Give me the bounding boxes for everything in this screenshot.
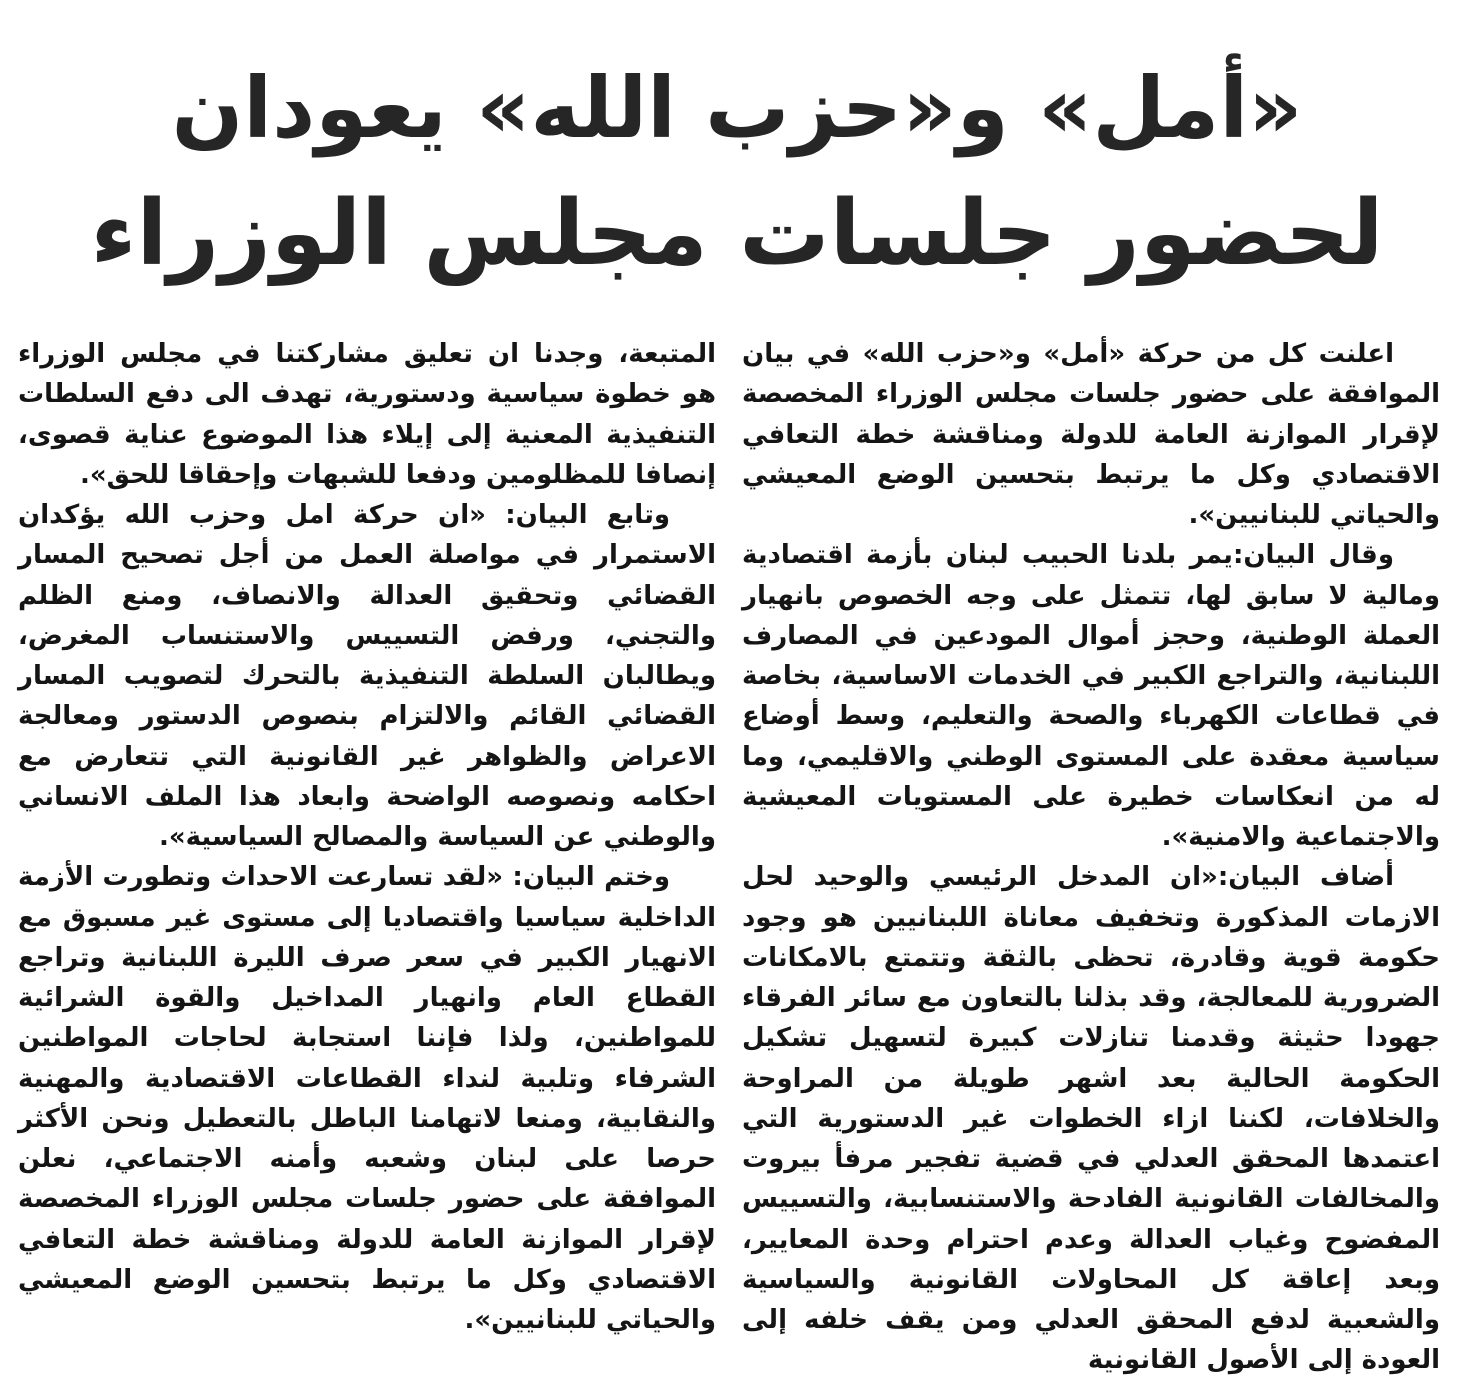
- article-column-right: [742, 334, 1440, 1381]
- headline-line-2: لحضور جلسات مجلس الوزراء: [90, 181, 1384, 286]
- headline-line-1: «أمل» و«حزب الله» يعودان: [171, 59, 1303, 157]
- paragraph-continuation: المتبعة، وجدنا ان تعليق مشاركتنا في مجلس الوزراء هو خطوة سياسية ودستورية، تهدف الى دفع السلطات التنفيذية المعنية إلى إيلاء هذا الموضوع عناية قصوى، إنصافا للمظلومين ودفعا للشبهات وإحقاقا للحق».: [18, 339, 716, 490]
- paragraph-followed: وتابع البيان: «ان حركة امل وحزب الله يؤكدان الاستمرار في مواصلة العمل من أجل تصحيح المسار القضائي وتحقيق العدالة والانصاف، ومنع الظلم والتجني، ورفض التسييس والاستنساب المغرض، ويطالبان السلطة التنفيذية بالتحرك لتصويب المسار القضائي القائم والالتزام بنصوص الدستور ومعالجة الاعراض والظواهر غير القانونية التي تتعارض مع احكامه ونصوصه الواضحة وابعاد هذا الملف الانساني والوطني عن السياسة والمصالح السياسية».: [18, 500, 716, 852]
- paragraph-intro: اعلنت كل من حركة «أمل» و«حزب الله» في بيان الموافقة على حضور جلسات مجلس الوزراء المخصصة لإقرار الموازنة العامة للدولة ومناقشة خطة التعافي الاقتصادي وكل ما يرتبط بتحسين الوضع المعيشي والحياتي للبنانيين».: [742, 339, 1440, 530]
- article-column-left: [18, 334, 716, 1340]
- paragraph-conclusion: وختم البيان: «لقد تسارعت الاحداث وتطورت الأزمة الداخلية سياسيا واقتصاديا إلى مستوى غير مسبوق مع الانهيار الكبير في سعر صرف الليرة اللبنانية وتراجع القطاع العام وانهيار المداخيل والقوة الشرائية للمواطنين، ولذا فإننا استجابة لحاجات المواطنين الشرفاء وتلبية لنداء القطاعات الاقتصادية والمهنية والنقابية، ومنعا لاتهامنا الباطل بالتعطيل ونحن الأكثر حرصا على لبنان وشعبه وأمنه الاجتماعي، نعلن الموافقة على حضور جلسات مجلس الوزراء المخصصة لإقرار الموازنة العامة للدولة ومناقشة خطة التعافي الاقتصادي وكل ما يرتبط بتحسين الوضع المعيشي والحياتي للبنانيين».: [18, 862, 716, 1335]
- paragraph-government: أضاف البيان:«ان المدخل الرئيسي والوحيد لحل الازمات المذكورة وتخفيف معاناة اللبنانيين هو وجود حكومة قوية وقادرة، تحظى بالثقة وتتمتع بالامكانات الضرورية للمعالجة، وقد بذلنا بالتعاون مع سائر الفرقاء جهودا حثيثة وقدمنا تنازلات كبيرة لتسهيل تشكيل الحكومة الحالية بعد اشهر طويلة من المراوحة والخلافات، لكننا ازاء الخطوات غير الدستورية التي اعتمدها المحقق العدلي في قضية تفجير مرفأ بيروت والمخالفات القانونية الفادحة والاستنسابية، والتسييس المفضوح وغياب العدالة وعدم احترام وحدة المعايير، وبعد إعاقة كل المحاولات القانونية والسياسية والشعبية لدفع المحقق العدلي ومن يقف خلفه إلى العودة إلى الأصول القانونية: [742, 862, 1440, 1376]
- paragraph-crisis: وقال البيان:يمر بلدنا الحبيب لبنان بأزمة اقتصادية ومالية لا سابق لها، تتمثل على وجه الخصوص بانهيار العملة الوطنية، وحجز أموال المودعين في المصارف اللبنانية، والتراجع الكبير في الخدمات الاساسية، بخاصة في قطاعات الكهرباء والصحة والتعليم، وسط أوضاع سياسية معقدة على المستوى الوطني والاقليمي، وما له من انعكاسات خطيرة على المستويات المعيشية والاجتماعية والامنية».: [742, 540, 1440, 852]
